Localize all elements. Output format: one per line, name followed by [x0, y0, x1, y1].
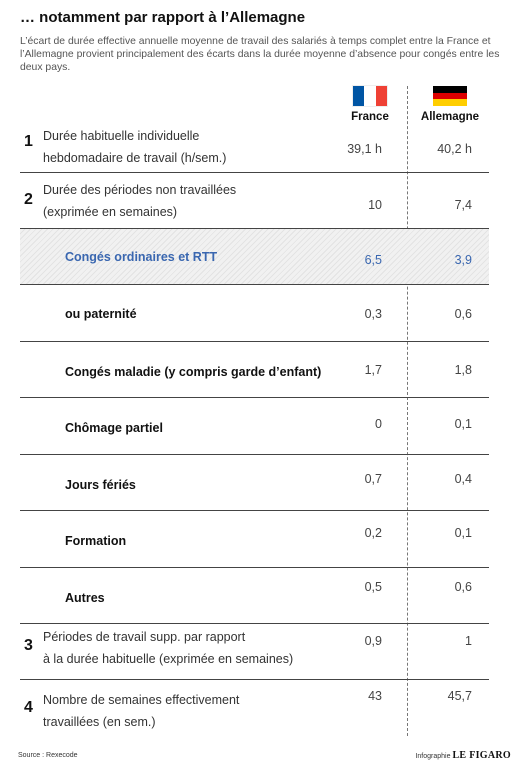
value-germany: 0,1 — [454, 526, 472, 540]
value-france: 43 — [368, 689, 382, 703]
value-germany: 0,4 — [454, 472, 472, 486]
value-france: 39,1 h — [347, 142, 382, 156]
row-label-line1: Durée habituelle individuelle — [43, 129, 200, 143]
value-germany: 0,1 — [454, 417, 472, 431]
row-sublabel: Jours fériés — [65, 478, 136, 492]
row-divider — [20, 623, 489, 624]
row-label-line2: à la durée habituelle (exprimée en semaines) — [43, 652, 294, 666]
row-number: 4 — [24, 699, 33, 716]
value-france: 0,7 — [364, 472, 382, 486]
value-france: 0,3 — [364, 307, 382, 321]
value-germany: 0,6 — [454, 307, 472, 321]
table-row — [20, 178, 489, 228]
row-label-line1: Durée des périodes non travaillées — [43, 183, 237, 197]
value-france: 0,2 — [364, 526, 382, 540]
page-title: … notamment par rapport à l’Allemagne — [20, 9, 306, 26]
table-row — [20, 455, 489, 510]
row-sublabel: Congés ordinaires et RTT — [65, 250, 218, 264]
table-row — [20, 686, 489, 736]
table-row-highlighted — [20, 229, 489, 284]
value-germany: 3,9 — [454, 253, 472, 267]
table-row — [20, 511, 489, 566]
row-sublabel: ou paternité — [65, 307, 137, 321]
value-france: 0 — [375, 417, 382, 431]
value-germany: 7,4 — [454, 198, 472, 212]
table-row — [20, 342, 489, 397]
column-header-france: France — [351, 111, 389, 123]
table-row — [20, 568, 489, 623]
row-number: 2 — [24, 191, 33, 208]
value-france: 10 — [368, 198, 382, 212]
row-sublabel: Formation — [65, 534, 127, 548]
value-france: 1,7 — [364, 363, 382, 377]
table-row — [20, 625, 489, 678]
row-label-line2: hebdomadaire de travail (h/sem.) — [43, 151, 227, 165]
france-flag-icon — [353, 86, 387, 106]
row-number: 1 — [24, 133, 33, 150]
row-number: 3 — [24, 637, 33, 654]
value-germany: 1 — [465, 634, 472, 648]
value-france: 6,5 — [364, 253, 382, 267]
row-divider — [20, 679, 489, 680]
value-france: 0,5 — [364, 580, 382, 594]
table-row — [20, 285, 489, 340]
row-sublabel: Chômage partiel — [65, 421, 163, 435]
row-sublabel: Congés maladie (y compris garde d’enfant) — [65, 365, 322, 379]
value-germany: 1,8 — [454, 363, 472, 377]
row-label-line2: (exprimée en semaines) — [43, 205, 178, 219]
germany-flag-icon — [433, 86, 467, 106]
row-label-line1: Périodes de travail supp. par rapport — [43, 630, 246, 644]
credit — [415, 750, 511, 761]
row-sublabel: Autres — [65, 591, 105, 605]
value-germany: 40,2 h — [437, 142, 472, 156]
row-label-line1: Nombre de semaines effectivement — [43, 693, 240, 707]
credit-prefix: Infographie — [415, 753, 451, 760]
table-row — [20, 398, 489, 453]
source-note: Source : Rexecode — [18, 752, 78, 759]
row-label-line2: travaillées (en sem.) — [43, 715, 156, 729]
value-france: 0,9 — [364, 634, 382, 648]
column-header-germany: Allemagne — [420, 111, 480, 123]
intro-text: L’écart de durée effective annuelle moyenne de travail des salariés à temps complet entre la France et l’Allemagne provient principalement des écarts dans la durée moyenne d’absence pour congés entre les deux pays. — [20, 36, 500, 73]
le-figaro-logo: LE FIGARO — [452, 750, 511, 761]
value-germany: 45,7 — [447, 689, 472, 703]
row-divider — [20, 172, 489, 173]
table-row — [20, 124, 489, 172]
value-germany: 0,6 — [454, 580, 472, 594]
